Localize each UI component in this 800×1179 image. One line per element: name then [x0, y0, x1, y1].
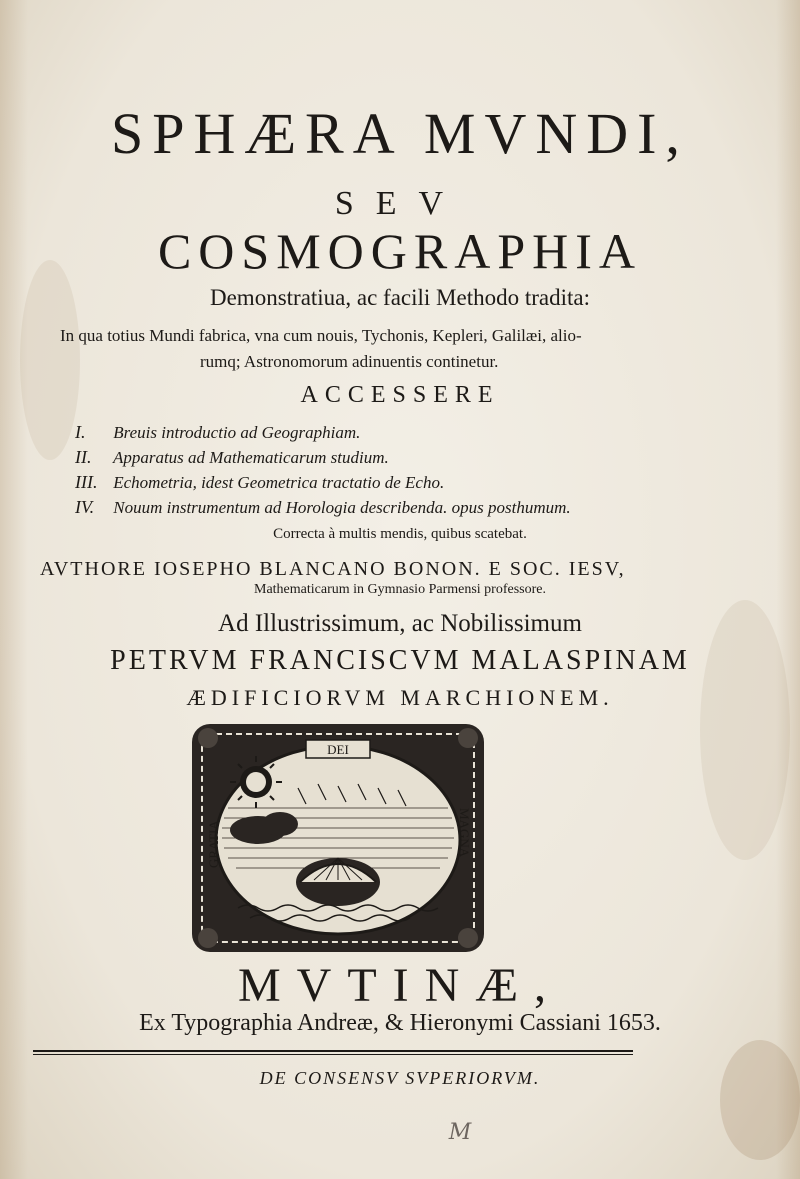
approval-line: DE CONSENSV SVPERIORVM.	[259, 1068, 541, 1088]
content-description-line-1: In qua totius Mundi fabrica, vna cum nouis, Tychonis, Kepleri, Galilæi, alio-	[60, 326, 582, 345]
contents-item-text: Apparatus ad Mathematicarum studium.	[112, 448, 389, 467]
paper-stain	[720, 1040, 800, 1160]
book-subtitle: COSMOGRAPHIA	[157, 223, 643, 279]
contents-item-text: Nouum instrumentum ad Horologia describenda. opus posthumum.	[113, 498, 571, 517]
paper-stain	[700, 600, 790, 860]
printer-imprint: Ex Typographia Andreæ, & Hieronymi Cassiani 1653.	[139, 1010, 661, 1036]
dedicatee-title: ÆDIFICIORVM MARCHIONEM.	[186, 685, 614, 710]
contents-list	[75, 420, 735, 520]
contents-item-number: I.	[75, 422, 86, 442]
content-description-line-2: rumq; Astronomorum adinuentis continetur.	[200, 352, 499, 371]
contents-item-number: IV.	[75, 497, 95, 517]
printer-emblem	[188, 718, 488, 958]
title-conjunction: SEV	[334, 185, 466, 222]
place-of-printing: MVTINÆ,	[238, 959, 562, 1012]
divider-rule	[33, 1054, 633, 1055]
contents-item-text: Echometria, idest Geometrica tractatio de Echo.	[113, 473, 445, 492]
contents-item	[75, 420, 735, 445]
book-title: SPHÆRA MVNDI,	[111, 101, 689, 166]
contents-item	[75, 445, 735, 470]
emblem-banner-right-text: MAGNA	[457, 808, 472, 858]
dedicatee-name: PETRVM FRANCISCVM MALASPINAM	[110, 645, 690, 676]
correction-note: Correcta à multis mendis, quibus scatebat.	[273, 526, 527, 542]
subtitle-description: Demonstratiua, ac facili Methodo tradita:	[209, 285, 590, 310]
emblem-banner-left-text: GRATIA	[206, 820, 221, 868]
author-line: AVTHORE IOSEPHO BLANCANO BONON. E SOC. IESV,	[40, 558, 626, 580]
contents-item-number: III.	[75, 472, 98, 492]
contents-item-number: II.	[75, 447, 92, 467]
handwritten-mark: M	[448, 1120, 472, 1145]
shell-icon	[296, 858, 380, 906]
divider-rule	[33, 1050, 633, 1052]
accessere-heading: ACCESSERE	[300, 382, 500, 408]
contents-item-text: Breuis introductio ad Geographiam.	[113, 423, 361, 442]
contents-item	[75, 495, 735, 520]
emblem-banner-top-text: DEI	[327, 742, 349, 757]
author-role: Mathematicarum in Gymnasio Parmensi professore.	[254, 582, 546, 597]
contents-item	[75, 470, 735, 495]
dedication-intro: Ad Illustrissimum, ac Nobilissimum	[218, 610, 582, 637]
